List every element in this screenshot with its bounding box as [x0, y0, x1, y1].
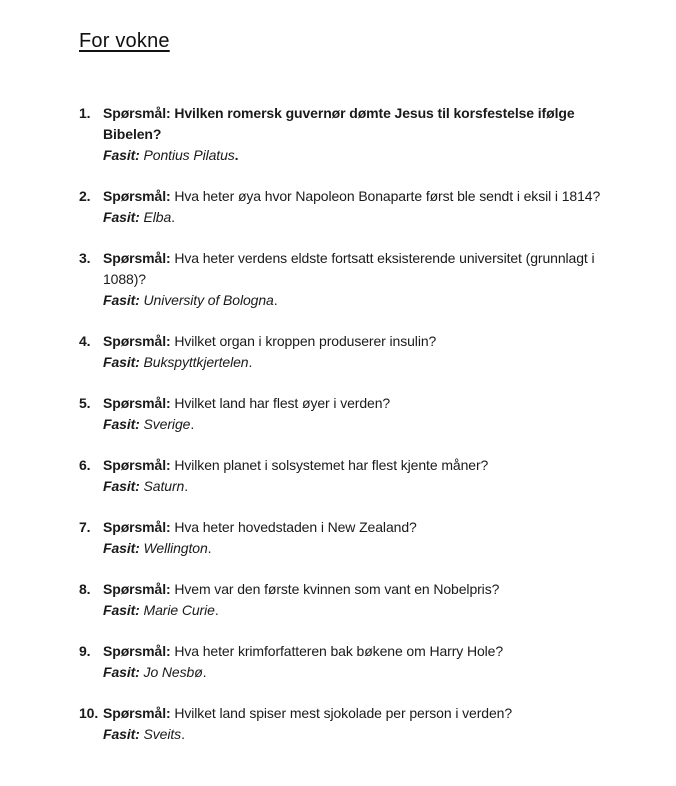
- answer-label: Fasit:: [103, 664, 140, 680]
- quiz-item: [79, 393, 626, 435]
- answer-period: .: [184, 478, 188, 494]
- question-text: Hvem var den første kvinnen som vant en Nobelpris?: [174, 581, 500, 597]
- question-label: Spørsmål:: [103, 581, 171, 597]
- answer-period: .: [190, 416, 195, 432]
- answer-text: Bukspyttkjertelen: [143, 354, 249, 370]
- item-number: 5.: [79, 395, 91, 411]
- answer-label: Fasit:: [103, 478, 140, 494]
- question-text: Hva heter øya hvor Napoleon Bonaparte først ble sendt i eksil i 1814?: [174, 188, 601, 204]
- answer-period: .: [234, 147, 239, 163]
- answer-line: [103, 290, 626, 311]
- answer-text: Sveits: [143, 726, 182, 742]
- answer-line: [103, 724, 626, 745]
- item-body: [103, 579, 626, 621]
- question-line: [103, 641, 626, 662]
- question-label: Spørsmål:: [103, 643, 171, 659]
- answer-text: Sverige: [143, 416, 191, 432]
- answer-line: [103, 207, 626, 228]
- question-text: Hva heter verdens eldste fortsatt eksisterende universitet (grunnlagt i 1088)?: [103, 250, 595, 287]
- item-body: [103, 517, 626, 559]
- question-text: Hvilket land spiser mest sjokolade per person i verden?: [174, 705, 513, 721]
- quiz-item: [79, 186, 626, 228]
- question-line: [103, 393, 626, 414]
- item-body: [103, 641, 626, 683]
- item-number: 8.: [79, 581, 91, 597]
- question-label: Spørsmål:: [103, 457, 171, 473]
- answer-label: Fasit:: [103, 416, 140, 432]
- question-line: [103, 703, 626, 724]
- item-number: 7.: [79, 519, 91, 535]
- answer-label: Fasit:: [103, 147, 140, 163]
- question-label: Spørsmål:: [103, 250, 171, 266]
- question-text: Hvilken romersk guvernør dømte Jesus til korsfestelse ifølge Bibelen?: [103, 105, 575, 142]
- question-line: [103, 331, 626, 352]
- question-label: Spørsmål:: [103, 705, 171, 721]
- answer-period: .: [248, 354, 253, 370]
- question-label: Spørsmål:: [103, 395, 171, 411]
- answer-line: [103, 414, 626, 435]
- answer-period: .: [181, 726, 185, 742]
- question-label: Spørsmål:: [103, 333, 171, 349]
- item-body: [103, 393, 626, 435]
- answer-text: Elba: [143, 209, 172, 225]
- answer-label: Fasit:: [103, 540, 140, 556]
- answer-line: [103, 476, 626, 497]
- question-line: [103, 248, 626, 290]
- question-line: [103, 579, 626, 600]
- question-label: Spørsmål:: [103, 105, 171, 121]
- question-text: Hvilket land har flest øyer i verden?: [174, 395, 391, 411]
- answer-line: [103, 352, 626, 373]
- answer-line: [103, 662, 626, 683]
- answer-label: Fasit:: [103, 354, 140, 370]
- item-body: [103, 455, 626, 497]
- quiz-item: [79, 248, 626, 311]
- answer-text: Wellington: [143, 540, 208, 556]
- question-text: Hvilken planet i solsystemet har flest kjente måner?: [174, 457, 489, 473]
- answer-text: Marie Curie: [143, 602, 215, 618]
- answer-label: Fasit:: [103, 726, 140, 742]
- item-body: [103, 248, 626, 311]
- answer-period: .: [202, 664, 207, 680]
- item-number: 10.: [79, 705, 99, 721]
- answer-period: .: [171, 209, 175, 225]
- page-title: For vokne: [79, 30, 170, 52]
- answer-text: Pontius Pilatus: [143, 147, 235, 163]
- quiz-item: [79, 103, 626, 166]
- item-number: 3.: [79, 250, 91, 266]
- question-line: [103, 186, 626, 207]
- answer-line: [103, 145, 626, 166]
- item-body: [103, 331, 626, 373]
- item-body: [103, 703, 626, 745]
- quiz-item: [79, 517, 626, 559]
- quiz-item: [79, 641, 626, 683]
- item-body: [103, 103, 626, 166]
- answer-line: [103, 538, 626, 559]
- question-text: Hva heter hovedstaden i New Zealand?: [174, 519, 417, 535]
- item-number: 2.: [79, 188, 91, 204]
- answer-label: Fasit:: [103, 209, 140, 225]
- item-number: 9.: [79, 643, 91, 659]
- quiz-item: [79, 579, 626, 621]
- quiz-list: [79, 103, 626, 745]
- answer-label: Fasit:: [103, 602, 140, 618]
- question-label: Spørsmål:: [103, 519, 171, 535]
- question-text: Hvilket organ i kroppen produserer insulin?: [174, 333, 437, 349]
- item-body: [103, 186, 626, 228]
- answer-period: .: [273, 292, 278, 308]
- answer-period: .: [207, 540, 212, 556]
- quiz-item: [79, 331, 626, 373]
- item-number: 6.: [79, 457, 91, 473]
- question-label: Spørsmål:: [103, 188, 171, 204]
- answer-line: [103, 600, 626, 621]
- question-line: [103, 455, 626, 476]
- answer-text: Jo Nesbø: [143, 664, 203, 680]
- quiz-item: [79, 703, 626, 745]
- item-number: 4.: [79, 333, 91, 349]
- quiz-item: [79, 455, 626, 497]
- item-number: 1.: [79, 105, 91, 121]
- question-line: [103, 103, 626, 145]
- question-line: [103, 517, 626, 538]
- answer-period: .: [214, 602, 219, 618]
- answer-label: Fasit:: [103, 292, 140, 308]
- answer-text: University of Bologna: [143, 292, 274, 308]
- question-text: Hva heter krimforfatteren bak bøkene om Harry Hole?: [174, 643, 504, 659]
- answer-text: Saturn: [143, 478, 185, 494]
